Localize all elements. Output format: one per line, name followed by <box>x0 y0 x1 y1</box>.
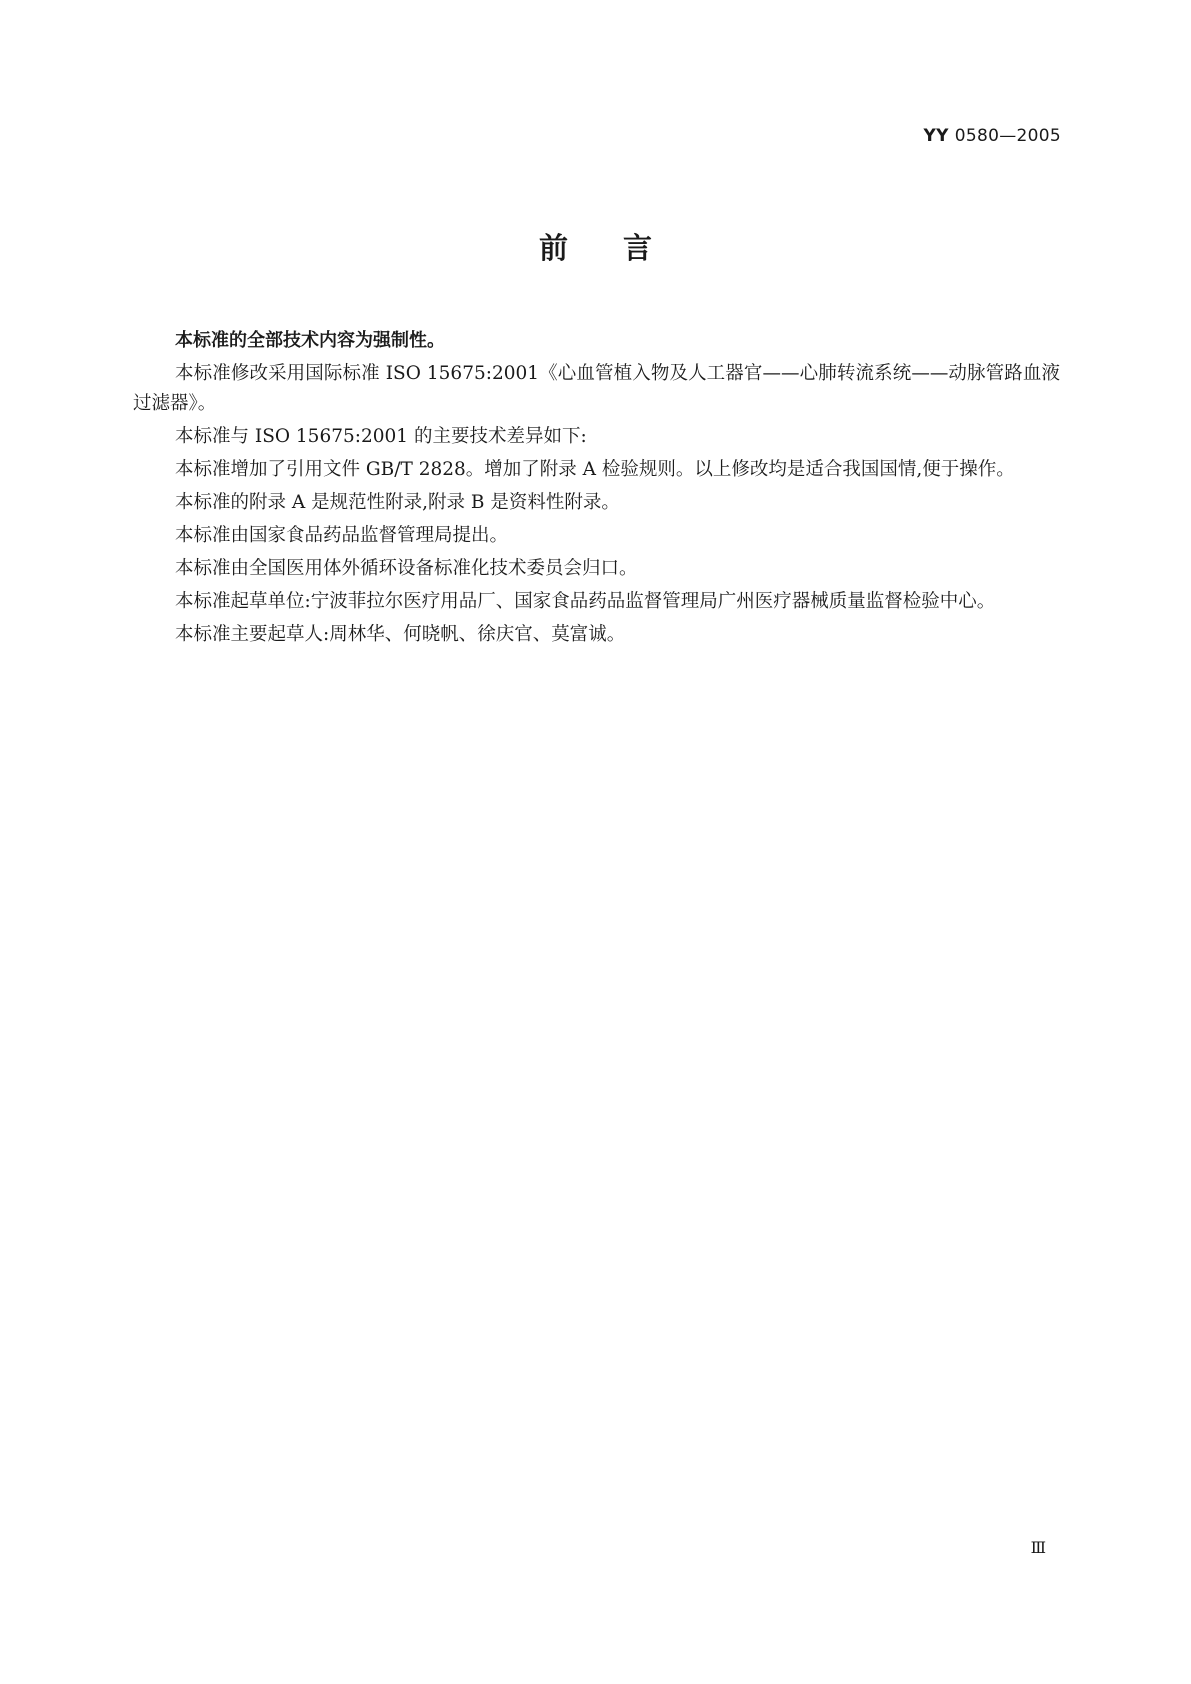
paragraph-differences: 本标准增加了引用文件 GB/T 2828。增加了附录 A 检验规则。以上修改均是适合我国国情,便于操作。 <box>175 459 1015 480</box>
standard-prefix: YY <box>923 126 949 146</box>
paragraph-proposer: 本标准由国家食品药品监督管理局提出。 <box>175 525 509 546</box>
paragraph-mandatory: 本标准的全部技术内容为强制性。 <box>175 330 445 351</box>
paragraph-drafters: 本标准主要起草人:周林华、何晓帆、徐庆官、莫富诚。 <box>175 624 626 645</box>
paragraph-adoption: 本标准修改采用国际标准 ISO 15675:2001《心血管植入物及人工器官——心肺转流系统——动脉管路血液过滤器》。 <box>133 363 1060 414</box>
standard-number: 0580—2005 <box>954 126 1061 146</box>
paragraph-committee: 本标准由全国医用体外循环设备标准化技术委员会归口。 <box>175 558 638 579</box>
foreword-body <box>133 326 1060 653</box>
paragraph-drafting-units: 本标准起草单位:宁波菲拉尔医疗用品厂、国家食品药品监督管理局广州医疗器械质量监督检验中心。 <box>175 591 996 612</box>
paragraph-differences-intro: 本标准与 ISO 15675:2001 的主要技术差异如下: <box>175 426 587 447</box>
paragraph-annexes: 本标准的附录 A 是规范性附录,附录 B 是资料性附录。 <box>175 492 620 513</box>
page-number: Ⅲ <box>1030 1538 1045 1557</box>
standard-code <box>924 126 1061 146</box>
page-title: 前言 <box>538 231 707 265</box>
